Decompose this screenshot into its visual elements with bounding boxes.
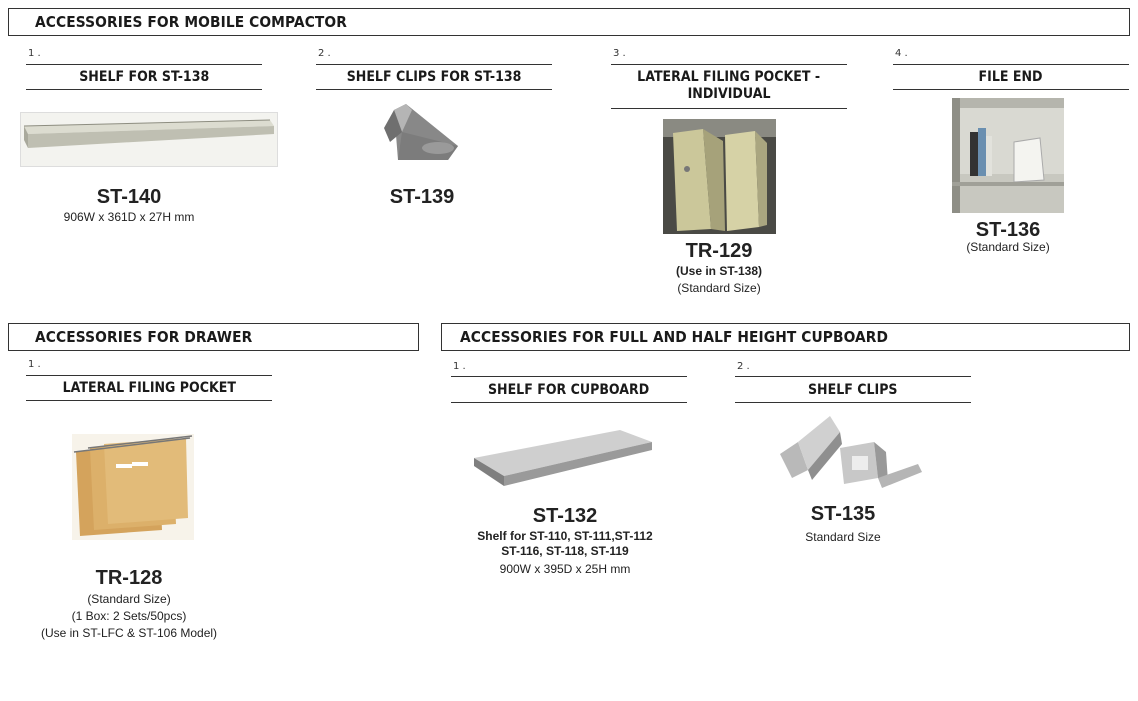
product-dimensions: 906W x 361D x 27H mm — [63, 210, 195, 224]
item-number: 2 . — [737, 361, 750, 372]
item-heading: LATERAL FILING POCKET — [26, 375, 272, 401]
product-code: ST-136 — [975, 219, 1041, 241]
product-compatibility: ST-116, ST-118, ST-119 — [501, 544, 629, 558]
product-size: (Standard Size) — [966, 240, 1050, 254]
section-mobile-compactor — [8, 8, 1130, 36]
product-usage: (Use in ST-LFC & ST-106 Model) — [40, 626, 218, 640]
product-code: ST-135 — [810, 503, 876, 525]
item-st-132 — [451, 361, 687, 405]
product-compatibility: Shelf for ST-110, ST-111,ST-112 — [477, 529, 653, 543]
item-tr-128 — [26, 359, 272, 403]
product-size: Standard Size — [805, 530, 881, 544]
product-dimensions: 900W x 395D x 25H mm — [499, 562, 631, 576]
item-number: 1 . — [28, 359, 41, 370]
section-cupboard — [441, 323, 1130, 351]
section-title-mobile: ACCESSORIES FOR MOBILE COMPACTOR — [35, 13, 347, 31]
item-number: 4 . — [895, 48, 908, 59]
shelf-image — [20, 112, 278, 167]
product-size: (Standard Size) — [677, 281, 761, 295]
item-st-136 — [893, 48, 1129, 92]
shelf-clips-image — [778, 412, 924, 494]
filing-pocket-photo — [663, 119, 776, 234]
item-heading: SHELF FOR ST-138 — [26, 64, 262, 90]
product-size: (Standard Size) — [87, 592, 171, 606]
product-usage: (Use in ST-138) — [675, 264, 763, 278]
item-heading: FILE END — [893, 64, 1129, 90]
item-number: 1 . — [28, 48, 41, 59]
item-st-135 — [735, 361, 971, 405]
product-code: ST-132 — [532, 505, 598, 527]
product-code: ST-139 — [389, 186, 455, 208]
product-code: TR-129 — [685, 240, 753, 262]
section-title-drawer: ACCESSORIES FOR DRAWER — [35, 328, 253, 346]
item-number: 3 . — [613, 48, 626, 59]
section-title-cupboard: ACCESSORIES FOR FULL AND HALF HEIGHT CUPBOARD — [460, 328, 889, 346]
item-tr-129 — [611, 48, 847, 110]
section-drawer — [8, 323, 419, 351]
hanging-file-pocket-image — [72, 434, 194, 540]
item-heading: SHELF FOR CUPBOARD — [451, 376, 687, 403]
item-heading: SHELF CLIPS FOR ST-138 — [316, 64, 552, 90]
item-heading: SHELF CLIPS — [735, 376, 971, 403]
item-number: 1 . — [453, 361, 466, 372]
item-number: 2 . — [318, 48, 331, 59]
item-st-139 — [316, 48, 552, 92]
product-code: ST-140 — [96, 186, 162, 208]
file-end-photo — [952, 98, 1064, 213]
product-pack: (1 Box: 2 Sets/50pcs) — [71, 609, 187, 623]
shelf-clip-image — [378, 102, 462, 166]
cupboard-shelf-image — [470, 424, 656, 492]
item-heading: LATERAL FILING POCKET - INDIVIDUAL — [611, 64, 847, 109]
product-code: TR-128 — [95, 567, 163, 589]
